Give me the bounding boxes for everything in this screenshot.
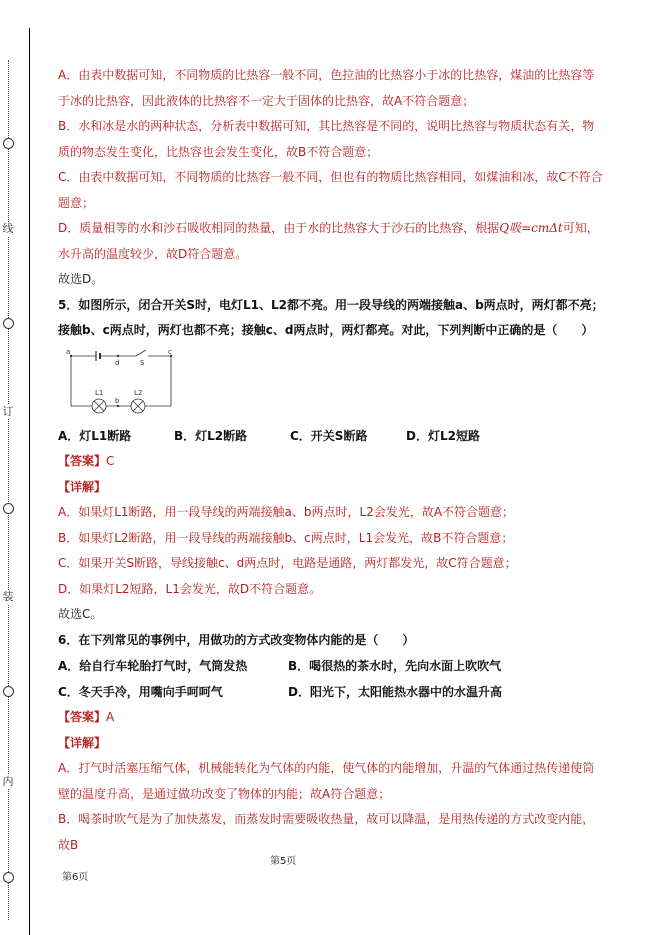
circuit-label-c: c	[168, 347, 172, 356]
q5-conclusion: 故选C。	[58, 607, 103, 621]
page-number-left: 第6页	[62, 872, 89, 883]
q6-option-c: C．冬天手冷，用嘴向手呵呵气	[58, 685, 223, 699]
binding-hole-icon	[3, 872, 14, 883]
circuit-label-s: S	[140, 358, 145, 367]
q5-option-a: A．灯L1断路	[58, 428, 132, 443]
q4-detail-a: A．由表中数据可知，不同物质的比热容一般不同，色拉油的比热容小于冰的比热容，煤油的比热容等于冰的比热容，因此液体的比热容不一定大于固体的比热容，故A不符合题意；	[58, 68, 595, 108]
page-content	[58, 63, 604, 858]
binding-hole-icon	[3, 686, 14, 697]
q4-detail-c: C．由表中数据可知，不同物质的比热容一般不同，但也有的物质比热容相同，如煤油和冰，故C不符合题意；	[58, 170, 603, 210]
q5-detail-a: A．如果灯L1断路，用一段导线的两端接触a、b两点时，L2会发光，故A不符合题意；	[58, 505, 515, 519]
binding-rule	[29, 28, 30, 935]
binding-dashed-line	[8, 60, 9, 920]
binding-hole-icon	[3, 138, 14, 149]
answer-label: 【答案】	[58, 454, 107, 468]
circuit-label-l1: L1	[95, 388, 104, 397]
q6-options	[58, 653, 604, 705]
q5-circuit-diagram	[66, 348, 176, 418]
answer-value: C	[106, 454, 115, 468]
circuit-label-b: b	[115, 396, 120, 405]
binding-label-zhuang: 装	[2, 590, 14, 603]
q6-detail-a: A．打气时活塞压缩气体，机械能转化为气体的内能，使气体的内能增加，升温的气体通过热传递使筒壁的温度升高，是通过做功改变了物体的内能；故A符合题意；	[58, 761, 595, 801]
q6-detail-b: B．喝茶时吹气是为了加快蒸发，而蒸发时需要吸收热量，故可以降温，是用热传递的方式改变内能，故B	[58, 812, 595, 852]
binding-label-ding: 订	[2, 405, 14, 418]
q4-detail-d	[58, 216, 604, 267]
q5-detail-d: D．如果灯L2短路，L1会发光，故D不符合题意。	[58, 581, 322, 596]
circuit-label-a: a	[66, 347, 71, 356]
q5-options	[58, 424, 604, 450]
q6-option-a: A．给自行车轮胎打气时，气筒发热	[58, 659, 248, 673]
q4-detail-d-text-2: 可知，水升高的温度较少，故D符合题意。	[58, 221, 599, 261]
q6-stem: 6．在下列常见的事例中，用做功的方式改变物体内能的是（ ）	[58, 632, 415, 647]
q5-detail-b: B．如果灯L2断路，用一段导线的两端接触b、c两点时，L1会发光，故B不符合题意；	[58, 530, 514, 545]
q5-stem: 5．如图所示，闭合开关S时，电灯L1、L2都不亮。用一段导线的两端接触a、b两点时，两灯都不亮；接触b、c两点时，两灯也都不亮；接触c、d两点时，两灯都亮。对此，下列判断中正确的是（ ）	[58, 297, 604, 337]
answer-value: A	[106, 710, 115, 724]
q6-detail-label: 【详解】	[58, 735, 107, 750]
q6-option-d: D．阳光下，太阳能热水器中的水温升高	[288, 685, 502, 699]
q4-detail-b: B．水和冰是水的两种状态，分析表中数据可知，其比热容是不同的，说明比热容与物质状态有关，物质的物态发生变化，比热容也会发生变化，故B不符合题意；	[58, 119, 595, 159]
q6-option-b: B．喝很热的茶水时，先向水面上吹吹气	[288, 659, 502, 673]
q5-detail-label: 【详解】	[58, 479, 107, 494]
binding-hole-icon	[3, 318, 14, 329]
circuit-label-d: d	[115, 358, 120, 367]
q5-detail-c: C．如果开关S断路，导线接触c、d两点时，电路是通路，两灯都发光，故C符合题意；	[58, 556, 517, 570]
q5-answer	[58, 449, 604, 475]
q5-option-b: B．灯L2断路	[174, 428, 248, 443]
binding-label-xian: 线	[2, 222, 14, 235]
q5-option-c: C．开关S断路	[290, 428, 368, 443]
q5-option-d: D．灯L2短路	[406, 428, 480, 443]
circuit-label-l2: L2	[134, 388, 143, 397]
q4-formula: Q吸=cmΔt	[499, 221, 563, 235]
page-number-center: 第5页	[270, 856, 297, 867]
q6-answer	[58, 705, 604, 731]
q4-detail-d-text: D．质量相等的水和沙石吸收相同的热量，由于水的比热容大于沙石的比热容，根据	[58, 221, 500, 235]
q4-conclusion: 故选D。	[58, 272, 104, 286]
binding-margin	[0, 0, 30, 935]
binding-hole-icon	[3, 503, 14, 514]
answer-label: 【答案】	[58, 710, 107, 724]
binding-label-nei: 内	[2, 775, 14, 788]
